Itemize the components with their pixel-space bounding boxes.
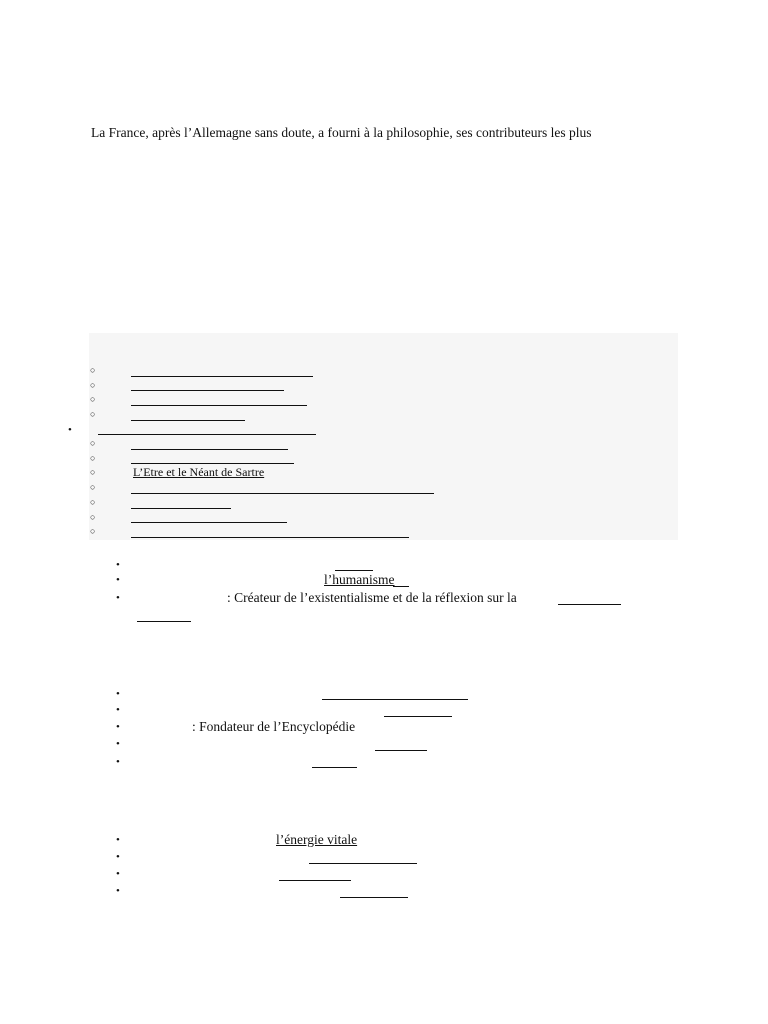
list-bullet <box>116 560 120 571</box>
blank-line <box>340 897 408 898</box>
list-bullet <box>90 381 95 390</box>
list-bullet <box>116 869 120 880</box>
blank-line <box>312 767 357 768</box>
list-bullet <box>90 439 95 448</box>
list-bullet <box>116 757 120 768</box>
list-bullet <box>116 689 120 700</box>
blank-line <box>131 463 294 464</box>
blank-line <box>131 493 434 494</box>
blank-line <box>309 863 417 864</box>
blank-line <box>131 449 288 450</box>
blank-line <box>322 699 468 700</box>
blank-line <box>335 570 373 571</box>
list-bullet <box>90 468 95 477</box>
list-bullet <box>116 835 120 846</box>
list-bullet <box>116 739 120 750</box>
blank-line <box>558 604 621 605</box>
list-bullet <box>90 498 95 507</box>
intro-paragraph: La France, après l’Allemagne sans doute, a fourni à la philosophie, ses contributeurs les plus <box>91 125 592 140</box>
list-bullet <box>90 395 95 404</box>
list-bullet <box>116 593 120 604</box>
blank-line <box>131 522 287 523</box>
list-bullet <box>116 705 120 716</box>
list-bullet <box>116 886 120 897</box>
blank-line <box>98 434 316 435</box>
createur-text: : Créateur de l’existentialisme et de la réflexion sur la <box>227 590 517 605</box>
blank-line <box>131 420 245 421</box>
list-bullet <box>90 527 95 536</box>
blank-line <box>131 508 231 509</box>
humanisme-label: l’humanisme <box>324 572 395 587</box>
sartre-work-label: L’Etre et le Néant de Sartre <box>133 465 265 479</box>
list-bullet <box>90 454 95 463</box>
list-bullet <box>90 410 95 419</box>
blank-line <box>279 880 351 881</box>
energie-label: l’énergie vitale <box>276 832 358 847</box>
list-bullet <box>90 513 95 522</box>
list-bullet <box>90 483 95 492</box>
list-bullet <box>90 366 95 375</box>
list-bullet <box>116 722 120 733</box>
blank-line <box>393 586 409 587</box>
blank-line <box>131 390 284 391</box>
blank-line <box>131 537 409 538</box>
blank-line <box>131 376 313 377</box>
list-bullet <box>116 575 120 586</box>
blank-line <box>375 750 427 751</box>
blank-line <box>131 405 307 406</box>
blank-line <box>384 716 452 717</box>
list-bullet <box>68 425 72 436</box>
fondateur-text: : Fondateur de l’Encyclopédie <box>192 719 356 734</box>
list-bullet <box>116 852 120 863</box>
blank-line <box>137 621 191 622</box>
